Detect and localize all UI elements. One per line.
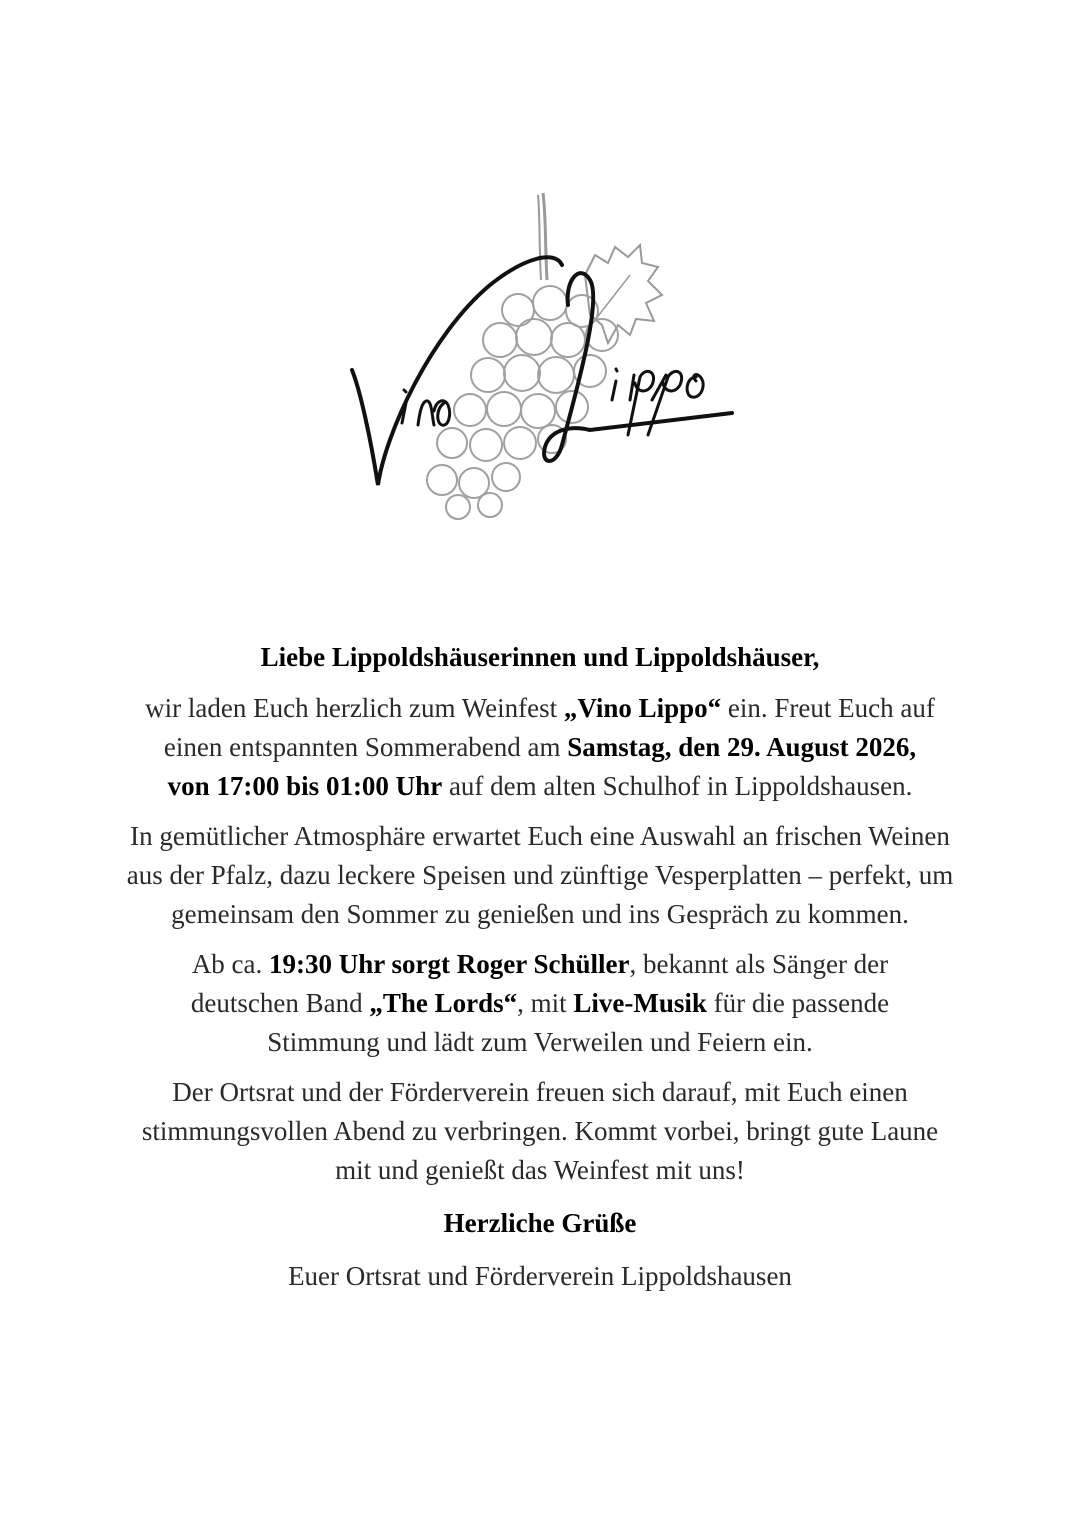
paragraph-invitation: Der Ortsrat und der Förderverein freuen sich darauf, mit Euch einen stimmungsvollen Abend zu verbringen. Kommt vorbei, bringt gute Laune mit und genießt das Weinfest mit uns! [141, 1077, 939, 1185]
signature: Euer Ortsrat und Förderverein Lippoldshausen [288, 1261, 792, 1291]
paragraph-event-details: wir laden Euch herzlich zum Weinfest „Vino Lippo“ ein. Freut Euch auf einen entspannten Sommerabend am Samstag, den 29. August 2026, von 17:00 bis 01:00 Uhr auf dem alten Schulhof in Lippoldshausen. [145, 693, 935, 801]
greeting: Liebe Lippoldshäuserinnen und Lippoldshäuser, [260, 642, 820, 672]
invitation-letter [110, 638, 970, 1307]
live-music-label: Live-Musik [573, 988, 707, 1018]
band-name: „The Lords“ [369, 988, 518, 1018]
closing: Herzliche Grüße [443, 1208, 637, 1238]
paragraph-offerings: In gemütlicher Atmosphäre erwartet Euch eine Auswahl an frischen Weinen aus der Pfalz, dazu leckere Speisen und zünftige Vesperplatten – perfekt, um gemeinsam den Sommer zu genießen und ins Gespräch zu kommen. [126, 821, 954, 929]
event-name: „Vino Lippo“ [563, 693, 722, 723]
music-start: 19:30 Uhr sorgt Roger Schüller [269, 949, 630, 979]
paragraph-live-music: Ab ca. 19:30 Uhr sorgt Roger Schüller, bekannt als Sänger der deutschen Band „The Lords“, mit Live-Musik für die passende Stimmung und lädt zum Verweilen und Feiern ein. [190, 949, 890, 1057]
grape-cluster-icon [340, 185, 740, 525]
vino-lippo-logo [340, 185, 740, 525]
event-date-time: Samstag, den 29. August 2026, von 17:00 bis 01:00 Uhr [167, 732, 917, 801]
